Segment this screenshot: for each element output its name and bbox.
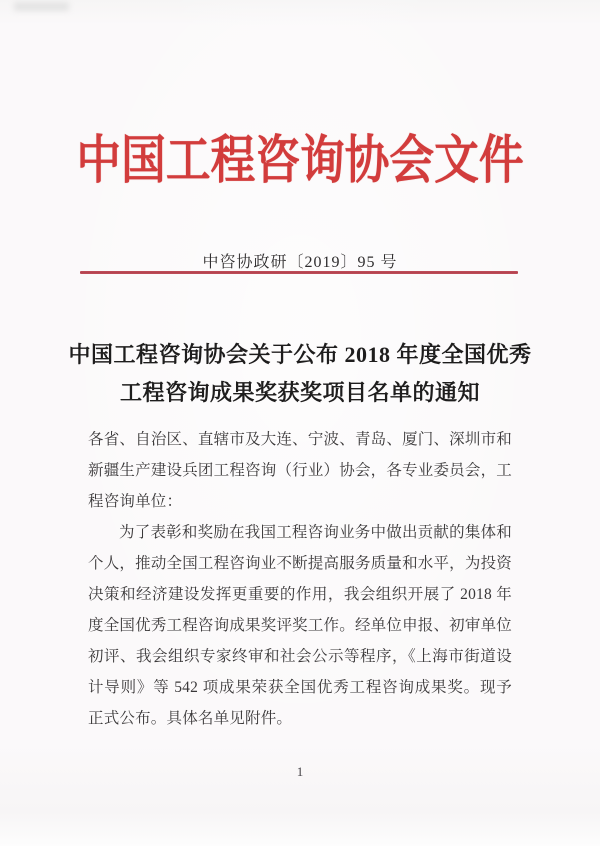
document-number: 中咨协政研〔2019〕95 号 [202,254,398,271]
scan-artifact [14,2,69,11]
notice-title [0,336,600,412]
notice-body [88,424,512,734]
letterhead-divider-rule [80,271,518,274]
announcement-paragraph: 为了表彰和奖励在我国工程咨询业务中做出贡献的集体和个人，推动全国工程咨询业不断提高服务质量和水平，为投资决策和经济建设发挥更重要的作用，我会组织开展了 2018 年度全国优秀工程咨询成果奖评奖工作。经单位申报、初审单位初评、我会组织专家终审和社会公示等程序，《上海市街道设计导则》等 542 项成果荣获全国优秀工程咨询成果奖。现予正式公布。具体名单见附件。 [88,524,512,727]
page-number: 1 [296,764,304,779]
letterhead-title: 中国工程咨询协会文件 [76,133,524,190]
notice-title-line2: 工程咨询成果奖获奖项目名单的通知 [119,380,480,405]
notice-title-line1: 中国工程咨询协会关于公布 2018 年度全国优秀 [68,342,532,367]
recipients-paragraph: 各省、自治区、直辖市及大连、宁波、青岛、厦门、深圳市和新疆生产建设兵团工程咨询（行业）协会，各专业委员会，工程咨询单位： [88,431,512,510]
